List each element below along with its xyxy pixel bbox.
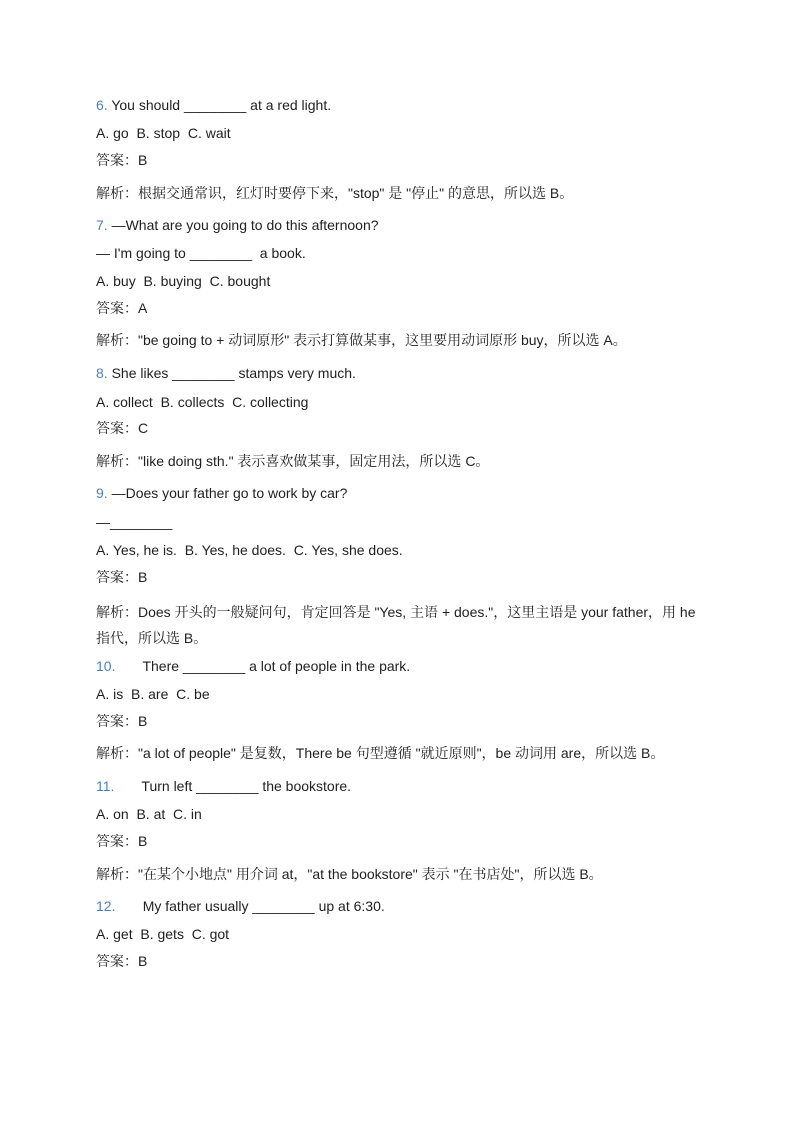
question-12-stem — [96, 896, 698, 916]
question-6-analysis: 解析：根据交通常识，红灯时要停下来，"stop" 是 "停止" 的意思，所以选 B。 — [96, 185, 574, 201]
question-12-options: A. get B. gets C. got — [96, 926, 230, 942]
question-text: Turn left ________ the bookstore. — [114, 778, 352, 794]
question-9-analysis: 解析：Does 开头的一般疑问句，肯定回答是 "Yes, 主语 + does."，这里主语是 your father，用 he 指代，所以选 B。 — [96, 604, 696, 646]
question-number: 7. — [96, 217, 108, 233]
question-number: 11. — [96, 778, 115, 794]
question-11-options: A. on B. at C. in — [96, 806, 202, 822]
question-6-stem — [96, 95, 698, 115]
question-8-analysis: 解析："like doing sth." 表示喜欢做某事，固定用法，所以选 C。 — [96, 453, 490, 469]
question-10-options: A. is B. are C. be — [96, 686, 210, 702]
question-10-answer: 答案：B — [96, 713, 148, 729]
question-9-answer: 答案：B — [96, 569, 148, 585]
question-text: She likes ________ stamps very much. — [107, 365, 356, 381]
question-7-answer: 答案：A — [96, 300, 148, 316]
question-11-answer: 答案：B — [96, 833, 148, 849]
question-number: 6. — [96, 97, 108, 113]
question-7-stem-line-2: — I'm going to ________ a book. — [96, 245, 306, 261]
question-7-analysis: 解析："be going to + 动词原形" 表示打算做某事，这里要用动词原形 buy，所以选 A。 — [96, 332, 627, 348]
question-7-stem — [96, 215, 698, 235]
question-number: 12. — [96, 898, 116, 914]
question-10-analysis: 解析："a lot of people" 是复数，There be 句型遵循 "就近原则"，be 动词用 are，所以选 B。 — [96, 745, 665, 761]
question-7-options: A. buy B. buying C. bought — [96, 273, 271, 289]
question-number: 9. — [96, 485, 108, 501]
question-11-stem — [96, 776, 698, 796]
question-9-stem-line-2: —________ — [96, 514, 173, 530]
question-number: 8. — [96, 365, 108, 381]
question-9-stem — [96, 483, 698, 503]
question-9-options: A. Yes, he is. B. Yes, he does. C. Yes, she does. — [96, 542, 403, 558]
question-text: —What are you going to do this afternoon? — [107, 217, 379, 233]
question-number: 10. — [96, 658, 116, 674]
question-text: —Does your father go to work by car? — [107, 485, 348, 501]
question-8-stem — [96, 363, 698, 383]
question-text: There ________ a lot of people in the park. — [115, 658, 411, 674]
question-8-options: A. collect B. collects C. collecting — [96, 394, 309, 410]
question-10-stem — [96, 656, 698, 676]
question-8-answer: 答案：C — [96, 420, 149, 436]
question-6-options: A. go B. stop C. wait — [96, 125, 231, 141]
question-11-analysis: 解析："在某个小地点" 用介词 at，"at the bookstore" 表示 "在书店处"，所以选 B。 — [96, 866, 603, 882]
question-12-answer: 答案：B — [96, 953, 148, 969]
question-text: You should ________ at a red light. — [107, 97, 332, 113]
question-6-answer: 答案：B — [96, 152, 148, 168]
question-text: My father usually ________ up at 6:30. — [115, 898, 385, 914]
